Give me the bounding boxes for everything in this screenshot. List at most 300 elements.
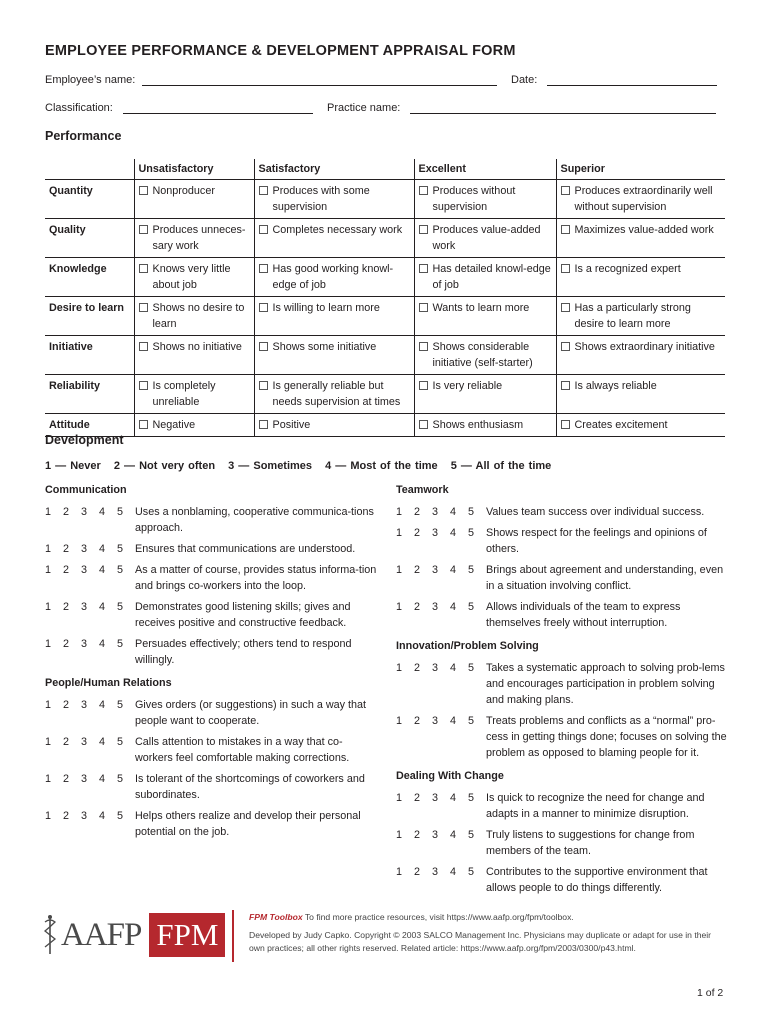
rating-option-text: Is generally reliable but needs supervision at times	[272, 379, 401, 408]
rating-number[interactable]: 3	[432, 829, 439, 841]
rating-number[interactable]: 5	[468, 527, 475, 539]
rating-number[interactable]: 2	[414, 564, 421, 576]
rating-option	[561, 378, 722, 394]
rating-number[interactable]: 1	[45, 699, 52, 711]
practice-name-row	[327, 102, 716, 114]
rating-option	[139, 417, 250, 433]
checkbox[interactable]	[419, 264, 428, 273]
development-item	[45, 771, 380, 803]
development-item-text: Takes a systematic approach to solving prob-lems and encourages participation in problem solving and making plans.	[486, 662, 725, 706]
row-label: Desire to learn	[45, 296, 134, 335]
rating-option-text: Completes necessary work	[272, 223, 403, 236]
checkbox[interactable]	[139, 225, 148, 234]
development-item-text: Values team success over individual success.	[486, 506, 705, 518]
credit-line: Developed by Judy Capko. Copyright © 2003 SALCO Management Inc. Physicians may duplicate or adapt for use in their own practices; all other rights reserved. Related article: https://www.aafp.org/fpm/2003/0300/p43.html.	[249, 930, 712, 953]
checkbox[interactable]	[419, 225, 428, 234]
rating-cell-unsatisfactory	[134, 335, 254, 374]
rating-number[interactable]: 4	[450, 527, 457, 539]
rating-option	[259, 339, 410, 355]
rating-option	[259, 183, 410, 215]
rating-option	[419, 339, 552, 371]
rating-numbers	[45, 636, 135, 668]
development-section-title: Dealing With Change	[396, 770, 504, 782]
rating-number[interactable]: 3	[81, 506, 88, 518]
performance-row-initiative	[45, 335, 725, 374]
rating-number[interactable]: 5	[468, 866, 475, 878]
checkbox[interactable]	[139, 303, 148, 312]
rating-number[interactable]: 5	[468, 715, 475, 727]
checkbox[interactable]	[139, 381, 148, 390]
rating-scale	[45, 460, 560, 472]
rating-option-text: Has detailed knowl-edge of job	[432, 262, 551, 291]
checkbox[interactable]	[419, 186, 428, 195]
rating-number[interactable]: 2	[63, 601, 70, 613]
rating-number[interactable]: 2	[414, 506, 421, 518]
rating-number[interactable]: 5	[117, 564, 124, 576]
development-item	[396, 504, 731, 520]
row-label: Reliability	[45, 374, 134, 413]
rating-numbers	[396, 827, 486, 859]
rating-number[interactable]: 2	[63, 638, 70, 650]
rating-number[interactable]: 4	[450, 829, 457, 841]
checkbox[interactable]	[561, 342, 570, 351]
rating-cell-superior	[556, 335, 725, 374]
checkbox[interactable]	[561, 381, 570, 390]
rating-number[interactable]: 4	[450, 601, 457, 613]
rating-cell-satisfactory	[254, 257, 414, 296]
rating-option-text: Produces value-added work	[432, 223, 541, 252]
rating-cell-superior	[556, 413, 725, 436]
development-item-text: Persuades effectively; others tend to respond willingly.	[135, 638, 352, 666]
rating-number[interactable]: 1	[396, 601, 403, 613]
page-number: 1 of 2	[697, 987, 724, 999]
rating-option-text: Is completely unreliable	[152, 379, 216, 408]
rating-number[interactable]: 5	[468, 506, 475, 518]
rating-number[interactable]: 5	[117, 601, 124, 613]
performance-row-knowledge	[45, 257, 725, 296]
rating-number[interactable]: 1	[45, 543, 52, 555]
rating-number[interactable]: 2	[63, 810, 70, 822]
rating-cell-excellent	[414, 296, 556, 335]
rating-cell-superior	[556, 257, 725, 296]
rating-numbers	[45, 808, 135, 840]
checkbox[interactable]	[561, 186, 570, 195]
rating-number[interactable]: 2	[414, 792, 421, 804]
rating-cell-unsatisfactory	[134, 413, 254, 436]
rating-number[interactable]: 1	[396, 866, 403, 878]
checkbox[interactable]	[259, 264, 268, 273]
rating-number[interactable]: 3	[432, 527, 439, 539]
rating-number[interactable]: 3	[432, 662, 439, 674]
rating-cell-satisfactory	[254, 374, 414, 413]
practice-name-field[interactable]	[410, 102, 716, 114]
rating-cell-satisfactory	[254, 413, 414, 436]
development-heading: Development	[45, 433, 124, 447]
rating-number[interactable]: 4	[99, 506, 106, 518]
rating-number[interactable]: 5	[468, 564, 475, 576]
date-label: Date:	[511, 74, 538, 86]
rating-option-text: Positive	[272, 418, 311, 431]
rating-number[interactable]: 2	[414, 527, 421, 539]
rating-number[interactable]: 1	[396, 662, 403, 674]
development-item-text: Uses a nonblaming, cooperative communica-tions approach.	[135, 506, 374, 534]
rating-numbers	[45, 734, 135, 766]
rating-option-text: Produces unneces-sary work	[152, 223, 246, 252]
rating-cell-superior	[556, 296, 725, 335]
rating-option-text: Produces extraordinarily well without supervision	[574, 184, 713, 213]
rating-number[interactable]: 3	[81, 736, 88, 748]
rating-option	[561, 339, 722, 355]
development-item	[45, 562, 380, 594]
rating-number[interactable]: 5	[117, 638, 124, 650]
rating-number[interactable]: 3	[432, 601, 439, 613]
rating-number[interactable]: 5	[117, 810, 124, 822]
performance-row-quantity	[45, 179, 725, 218]
development-item-text: Is quick to recognize the need for change and adapts in a manner to minimize disruption.	[486, 792, 705, 820]
development-item	[396, 827, 731, 859]
rating-numbers	[45, 541, 135, 557]
form-title: EMPLOYEE PERFORMANCE & DEVELOPMENT APPRAISAL FORM	[45, 43, 516, 59]
rating-number[interactable]: 4	[450, 715, 457, 727]
development-item-text: Gives orders (or suggestions) in such a way that people want to cooperate.	[135, 699, 367, 727]
scale-2: 2 — Not very often	[113, 460, 216, 472]
rating-number[interactable]: 2	[414, 829, 421, 841]
rating-option-text: Is a recognized expert	[574, 262, 681, 275]
rating-option-text: Is willing to learn more	[272, 301, 380, 314]
rating-option	[419, 183, 552, 215]
header-empty-cell	[45, 159, 134, 179]
checkbox[interactable]	[419, 420, 428, 429]
development-item	[45, 504, 380, 536]
rating-number[interactable]: 1	[396, 829, 403, 841]
rating-number[interactable]: 3	[81, 773, 88, 785]
toolbox-line	[249, 911, 729, 924]
rating-number[interactable]: 2	[63, 564, 70, 576]
rating-numbers	[396, 599, 486, 631]
development-item-text: Is tolerant of the shortcomings of coworkers and subordinates.	[135, 773, 365, 801]
rating-option	[139, 183, 250, 199]
rating-option-text: Negative	[152, 418, 196, 431]
rating-number[interactable]: 1	[396, 792, 403, 804]
row-label: Quality	[45, 218, 134, 257]
rating-number[interactable]: 2	[414, 715, 421, 727]
rating-option	[259, 261, 410, 293]
rating-number[interactable]: 3	[81, 601, 88, 613]
rating-number[interactable]: 1	[45, 564, 52, 576]
rating-option	[419, 417, 552, 433]
checkbox[interactable]	[259, 381, 268, 390]
development-item-text: Ensures that communications are understood.	[135, 543, 356, 555]
checkbox[interactable]	[139, 186, 148, 195]
checkbox[interactable]	[259, 303, 268, 312]
column-superior: Superior	[556, 159, 725, 179]
rating-option-text: Has good working knowl-edge of job	[272, 262, 394, 291]
rating-number[interactable]: 1	[45, 601, 52, 613]
rating-number[interactable]: 1	[45, 810, 52, 822]
development-item	[45, 599, 380, 631]
rating-numbers	[396, 504, 486, 520]
rating-number[interactable]: 2	[63, 699, 70, 711]
rating-option	[139, 339, 250, 355]
classification-label: Classification:	[45, 102, 113, 114]
rating-number[interactable]: 4	[450, 564, 457, 576]
rating-option-text: Produces with some supervision	[272, 184, 370, 213]
rating-option	[139, 222, 250, 254]
column-unsatisfactory: Unsatisfactory	[134, 159, 254, 179]
footer-divider	[232, 910, 234, 962]
rating-number[interactable]: 1	[45, 736, 52, 748]
rating-number[interactable]: 5	[117, 506, 124, 518]
row-label: Attitude	[45, 413, 134, 436]
rating-option	[419, 222, 552, 254]
rating-option-text: Wants to learn more	[432, 301, 530, 314]
rating-number[interactable]: 4	[99, 638, 106, 650]
column-satisfactory: Satisfactory	[254, 159, 414, 179]
rating-number[interactable]: 2	[63, 773, 70, 785]
rating-option-text: Shows extraordinary initiative	[574, 340, 715, 353]
development-section	[45, 484, 380, 668]
rating-number[interactable]: 5	[468, 662, 475, 674]
rating-number[interactable]: 3	[81, 699, 88, 711]
rating-option	[139, 378, 250, 410]
development-item-text: Shows respect for the feelings and opinions of others.	[486, 527, 707, 555]
rating-option-text: Creates excitement	[574, 418, 668, 431]
rating-number[interactable]: 2	[414, 662, 421, 674]
performance-header-row	[45, 159, 725, 179]
development-item	[396, 599, 731, 631]
rating-cell-unsatisfactory	[134, 179, 254, 218]
row-label: Quantity	[45, 179, 134, 218]
development-item	[45, 541, 380, 557]
development-section-title: People/Human Relations	[45, 677, 172, 689]
development-item	[396, 562, 731, 594]
rating-cell-excellent	[414, 218, 556, 257]
checkbox[interactable]	[561, 420, 570, 429]
rating-number[interactable]: 5	[117, 736, 124, 748]
footer-text	[249, 911, 729, 960]
rating-option-text: Maximizes value-added work	[574, 223, 714, 236]
rating-number[interactable]: 4	[99, 601, 106, 613]
rating-option-text: Nonproducer	[152, 184, 215, 197]
rating-option-text: Shows no initiative	[152, 340, 242, 353]
practice-name-label: Practice name:	[327, 102, 401, 114]
development-item	[45, 636, 380, 668]
rating-option-text: Shows some initiative	[272, 340, 377, 353]
rating-numbers	[45, 562, 135, 594]
rating-number[interactable]: 3	[432, 866, 439, 878]
rating-option	[561, 300, 722, 332]
rating-number[interactable]: 2	[63, 543, 70, 555]
toolbox-text: To find more practice resources, visit https://www.aafp.org/fpm/toolbox.	[302, 912, 574, 922]
rating-numbers	[396, 525, 486, 557]
rating-option-text: Is very reliable	[432, 379, 503, 392]
rating-number[interactable]: 3	[81, 564, 88, 576]
rating-number[interactable]: 3	[81, 543, 88, 555]
rating-number[interactable]: 4	[450, 506, 457, 518]
rating-number[interactable]: 1	[396, 715, 403, 727]
checkbox[interactable]	[419, 342, 428, 351]
scale-1: 1 — Never	[45, 460, 101, 472]
development-item	[396, 790, 731, 822]
rating-number[interactable]: 5	[468, 829, 475, 841]
rating-numbers	[396, 864, 486, 896]
scale-3: 3 — Sometimes	[228, 460, 313, 472]
rating-cell-unsatisfactory	[134, 257, 254, 296]
development-section-title: Communication	[45, 484, 127, 496]
rating-option	[259, 222, 410, 238]
rating-cell-excellent	[414, 257, 556, 296]
development-section	[396, 484, 731, 631]
rating-number[interactable]: 1	[45, 638, 52, 650]
checkbox[interactable]	[139, 264, 148, 273]
classification-field[interactable]	[123, 102, 313, 114]
checkbox[interactable]	[561, 303, 570, 312]
rating-option	[561, 222, 722, 238]
development-item	[396, 713, 731, 761]
checkbox[interactable]	[259, 342, 268, 351]
checkbox[interactable]	[259, 225, 268, 234]
development-item	[45, 808, 380, 840]
rating-number[interactable]: 1	[45, 506, 52, 518]
development-section	[396, 770, 731, 896]
rating-option	[139, 300, 250, 332]
rating-number[interactable]: 4	[450, 866, 457, 878]
rating-number[interactable]: 4	[99, 736, 106, 748]
performance-row-quality	[45, 218, 725, 257]
rating-number[interactable]: 5	[468, 601, 475, 613]
rating-cell-excellent	[414, 335, 556, 374]
rating-numbers	[396, 660, 486, 708]
rating-option-text: Has a particularly strong desire to learn more	[574, 301, 691, 330]
rating-cell-satisfactory	[254, 179, 414, 218]
rating-number[interactable]: 1	[396, 564, 403, 576]
rating-option	[419, 261, 552, 293]
development-item-text: Helps others realize and develop their personal potential on the job.	[135, 810, 361, 838]
rating-option-text: Shows no desire to learn	[152, 301, 245, 330]
rating-cell-satisfactory	[254, 296, 414, 335]
rating-number[interactable]: 1	[396, 506, 403, 518]
checkbox[interactable]	[139, 342, 148, 351]
rating-numbers	[45, 599, 135, 631]
development-item	[396, 660, 731, 708]
rating-number[interactable]: 4	[99, 699, 106, 711]
rating-cell-excellent	[414, 413, 556, 436]
checkbox[interactable]	[561, 264, 570, 273]
row-label: Knowledge	[45, 257, 134, 296]
date-field[interactable]	[547, 74, 717, 86]
development-item	[396, 525, 731, 557]
rating-numbers	[45, 771, 135, 803]
rating-number[interactable]: 2	[63, 506, 70, 518]
development-item	[396, 864, 731, 896]
checkbox[interactable]	[259, 186, 268, 195]
development-item-text: Contributes to the supportive environment that allows people to do things differently.	[486, 866, 708, 894]
rating-number[interactable]: 4	[99, 773, 106, 785]
rating-number[interactable]: 2	[63, 736, 70, 748]
rating-cell-excellent	[414, 374, 556, 413]
checkbox[interactable]	[419, 303, 428, 312]
rating-numbers	[396, 713, 486, 761]
rating-number[interactable]: 4	[99, 564, 106, 576]
employee-name-label: Employee’s name:	[45, 74, 136, 86]
development-item-text: Treats problems and conflicts as a “normal” pro-cess in getting things done; focuses on solving the problem as opposed to blaming people for it.	[486, 715, 727, 759]
aafp-logo: AAFP	[61, 916, 142, 953]
rating-cell-unsatisfactory	[134, 296, 254, 335]
rating-number[interactable]: 4	[99, 810, 106, 822]
rating-cell-superior	[556, 374, 725, 413]
checkbox[interactable]	[259, 420, 268, 429]
rating-option	[561, 183, 722, 215]
rating-number[interactable]: 4	[450, 792, 457, 804]
rating-option-text: Shows enthusiasm	[432, 418, 524, 431]
scale-5: 5 — All of the time	[450, 460, 552, 472]
development-section-title: Innovation/Problem Solving	[396, 640, 539, 652]
performance-row-desire-to-learn	[45, 296, 725, 335]
rating-number[interactable]: 4	[99, 543, 106, 555]
rating-numbers	[396, 562, 486, 594]
employee-name-row	[45, 74, 497, 86]
employee-name-field[interactable]	[142, 74, 497, 86]
rating-number[interactable]: 3	[432, 792, 439, 804]
rating-option	[259, 300, 410, 316]
rating-option	[561, 261, 722, 277]
rating-number[interactable]: 3	[81, 810, 88, 822]
rating-number[interactable]: 1	[45, 773, 52, 785]
development-item-text: Allows individuals of the team to express themselves freely without interruption.	[486, 601, 681, 629]
rating-number[interactable]: 3	[432, 564, 439, 576]
development-item	[45, 697, 380, 729]
rating-option	[561, 417, 722, 433]
checkbox[interactable]	[561, 225, 570, 234]
development-item-text: Brings about agreement and understanding, even in a situation involving conflict.	[486, 564, 724, 592]
rating-number[interactable]: 5	[117, 699, 124, 711]
rating-option-text: Shows considerable initiative (self-starter)	[432, 340, 533, 369]
rating-number[interactable]: 5	[468, 792, 475, 804]
rating-cell-superior	[556, 218, 725, 257]
development-item-text: As a matter of course, provides status informa-tion and brings co-workers into the loop.	[135, 564, 377, 592]
rating-option	[259, 417, 410, 433]
rating-cell-satisfactory	[254, 335, 414, 374]
rating-number[interactable]: 3	[432, 506, 439, 518]
performance-row-attitude	[45, 413, 725, 436]
classification-row	[45, 102, 313, 114]
fpm-logo: FPM	[149, 913, 225, 957]
rating-number[interactable]: 3	[81, 638, 88, 650]
rating-number[interactable]: 3	[432, 715, 439, 727]
performance-row-reliability	[45, 374, 725, 413]
rating-cell-excellent	[414, 179, 556, 218]
rating-cell-unsatisfactory	[134, 218, 254, 257]
development-right-column	[396, 484, 731, 905]
date-row	[511, 74, 717, 86]
rating-number[interactable]: 2	[414, 866, 421, 878]
checkbox[interactable]	[139, 420, 148, 429]
rating-cell-superior	[556, 179, 725, 218]
rating-numbers	[396, 790, 486, 822]
development-item	[45, 734, 380, 766]
rating-number[interactable]: 5	[117, 543, 124, 555]
rating-cell-satisfactory	[254, 218, 414, 257]
checkbox[interactable]	[419, 381, 428, 390]
footer-logos	[43, 913, 225, 957]
rating-option	[139, 261, 250, 293]
rating-number[interactable]: 5	[117, 773, 124, 785]
rating-number[interactable]: 4	[450, 662, 457, 674]
performance-heading: Performance	[45, 129, 122, 143]
rating-number[interactable]: 2	[414, 601, 421, 613]
rating-number[interactable]: 1	[396, 527, 403, 539]
development-section-title: Teamwork	[396, 484, 449, 496]
